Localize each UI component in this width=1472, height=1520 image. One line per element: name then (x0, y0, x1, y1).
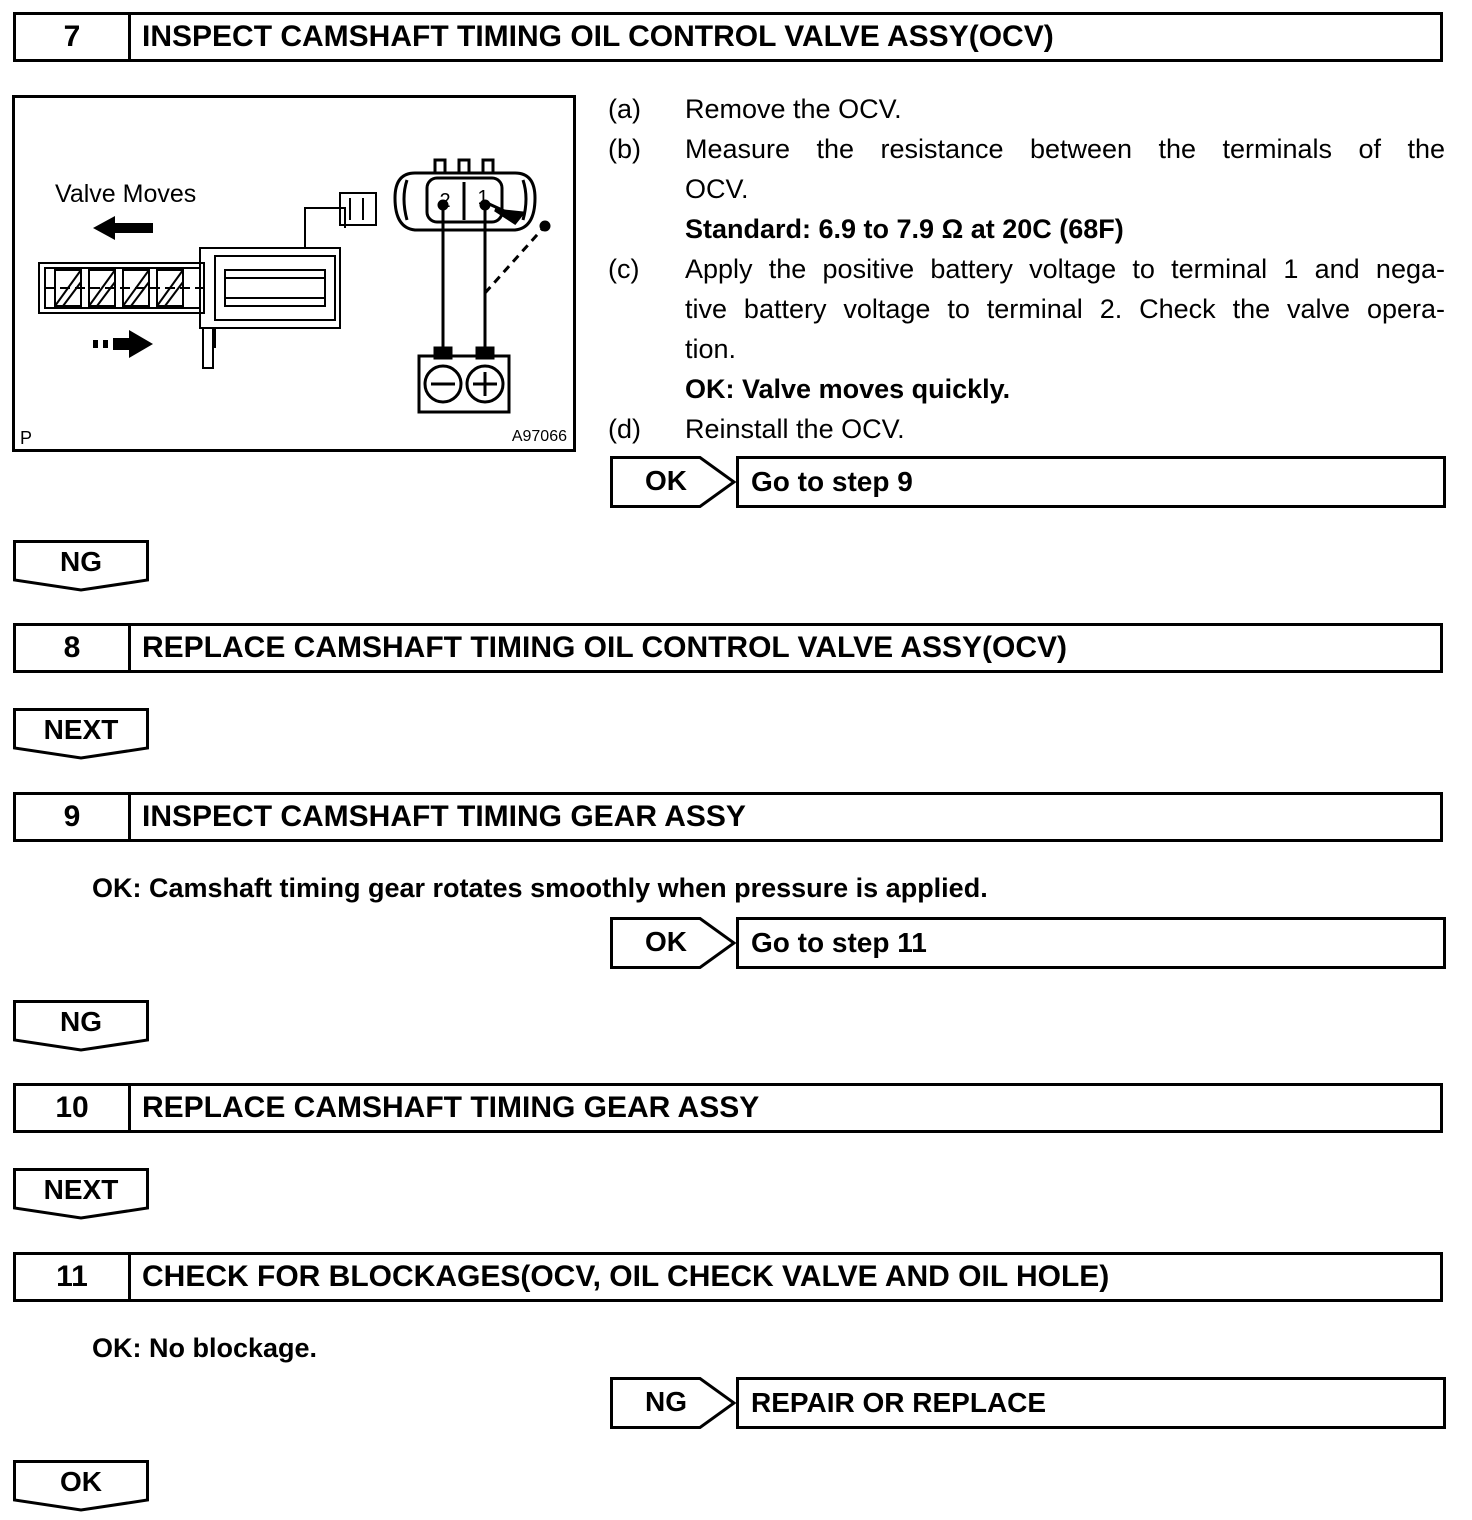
item-b-label: (b) (608, 134, 641, 164)
item-b-line2: OCV. (685, 174, 749, 204)
terminal-1-label: 1 (477, 187, 489, 209)
result-tag: NG (645, 1386, 687, 1417)
step7-ng-flow (13, 540, 149, 592)
terminal-2-label: 2 (439, 190, 451, 212)
figure-caption: Valve Moves (55, 180, 197, 208)
step-9-header (13, 792, 1443, 842)
item-c-label: (c) (608, 254, 640, 284)
item-c-line1: Apply the positive battery voltage to terminal 1 and nega- (685, 254, 1445, 284)
result-text: Go to step 11 (736, 917, 1446, 969)
step-8-header (13, 623, 1443, 673)
step9-ok-result (610, 917, 1446, 969)
step-title: REPLACE CAMSHAFT TIMING OIL CONTROL VALVE ASSY(OCV) (142, 631, 1068, 664)
flow-label: NG (60, 1006, 102, 1037)
item-b-line1: Measure the resistance between the terminals of the (685, 134, 1445, 164)
step7-ok-result (610, 456, 1446, 508)
step-7-header (13, 12, 1443, 62)
step9-ng-flow (13, 1000, 149, 1052)
item-c-line2: tive battery voltage to terminal 2. Check the valve opera- (685, 294, 1445, 324)
result-text: Go to step 9 (736, 456, 1446, 508)
step-number: 11 (16, 1255, 131, 1299)
step10-next-flow (13, 1168, 149, 1220)
item-c-line3: tion. (685, 334, 737, 364)
arrow-right-icon (93, 330, 153, 358)
step-number: 7 (16, 15, 131, 59)
step11-ok-criteria: OK: No blockage. (92, 1333, 318, 1363)
step-number: 9 (16, 795, 131, 839)
step-title: CHECK FOR BLOCKAGES(OCV, OIL CHECK VALVE AND OIL HOLE) (142, 1260, 1110, 1293)
step11-ng-result (610, 1377, 1446, 1429)
step-11-header (13, 1252, 1443, 1302)
result-tag: OK (645, 926, 687, 957)
step8-next-flow (13, 708, 149, 760)
figure-corner-left: P (20, 428, 33, 448)
battery-icon (419, 348, 509, 412)
result-text: REPAIR OR REPLACE (736, 1377, 1446, 1429)
flow-label: NG (60, 546, 102, 577)
item-d-label: (d) (608, 414, 641, 444)
step-title: REPLACE CAMSHAFT TIMING GEAR ASSY (142, 1091, 760, 1124)
connector-diagram (395, 160, 549, 353)
ocv-drawing (15, 98, 573, 449)
item-a-label: (a) (608, 94, 641, 124)
figure-id: A97066 (511, 428, 567, 445)
flow-label: OK (60, 1466, 102, 1497)
step-number: 8 (16, 626, 131, 670)
step11-ok-flow (13, 1460, 149, 1512)
step9-ok-criteria: OK: Camshaft timing gear rotates smoothly when pressure is applied. (92, 873, 988, 903)
item-d-text: Reinstall the OCV. (685, 414, 905, 444)
step-number: 10 (16, 1086, 131, 1130)
step-title: INSPECT CAMSHAFT TIMING GEAR ASSY (142, 800, 746, 833)
result-tag: OK (645, 465, 687, 496)
item-a-text: Remove the OCV. (685, 94, 902, 124)
step-10-header (13, 1083, 1443, 1133)
step-title: INSPECT CAMSHAFT TIMING OIL CONTROL VALVE ASSY(OCV) (142, 20, 1054, 53)
arrow-left-icon (93, 216, 153, 240)
item-c-spec: OK: Valve moves quickly. (685, 374, 1011, 404)
item-b-spec: Standard: 6.9 to 7.9 Ω at 20C (68F) (685, 214, 1124, 244)
flow-label: NEXT (43, 1174, 119, 1205)
ocv-figure (12, 95, 576, 452)
ocv-valve-diagram (39, 193, 376, 368)
flow-label: NEXT (43, 714, 119, 745)
